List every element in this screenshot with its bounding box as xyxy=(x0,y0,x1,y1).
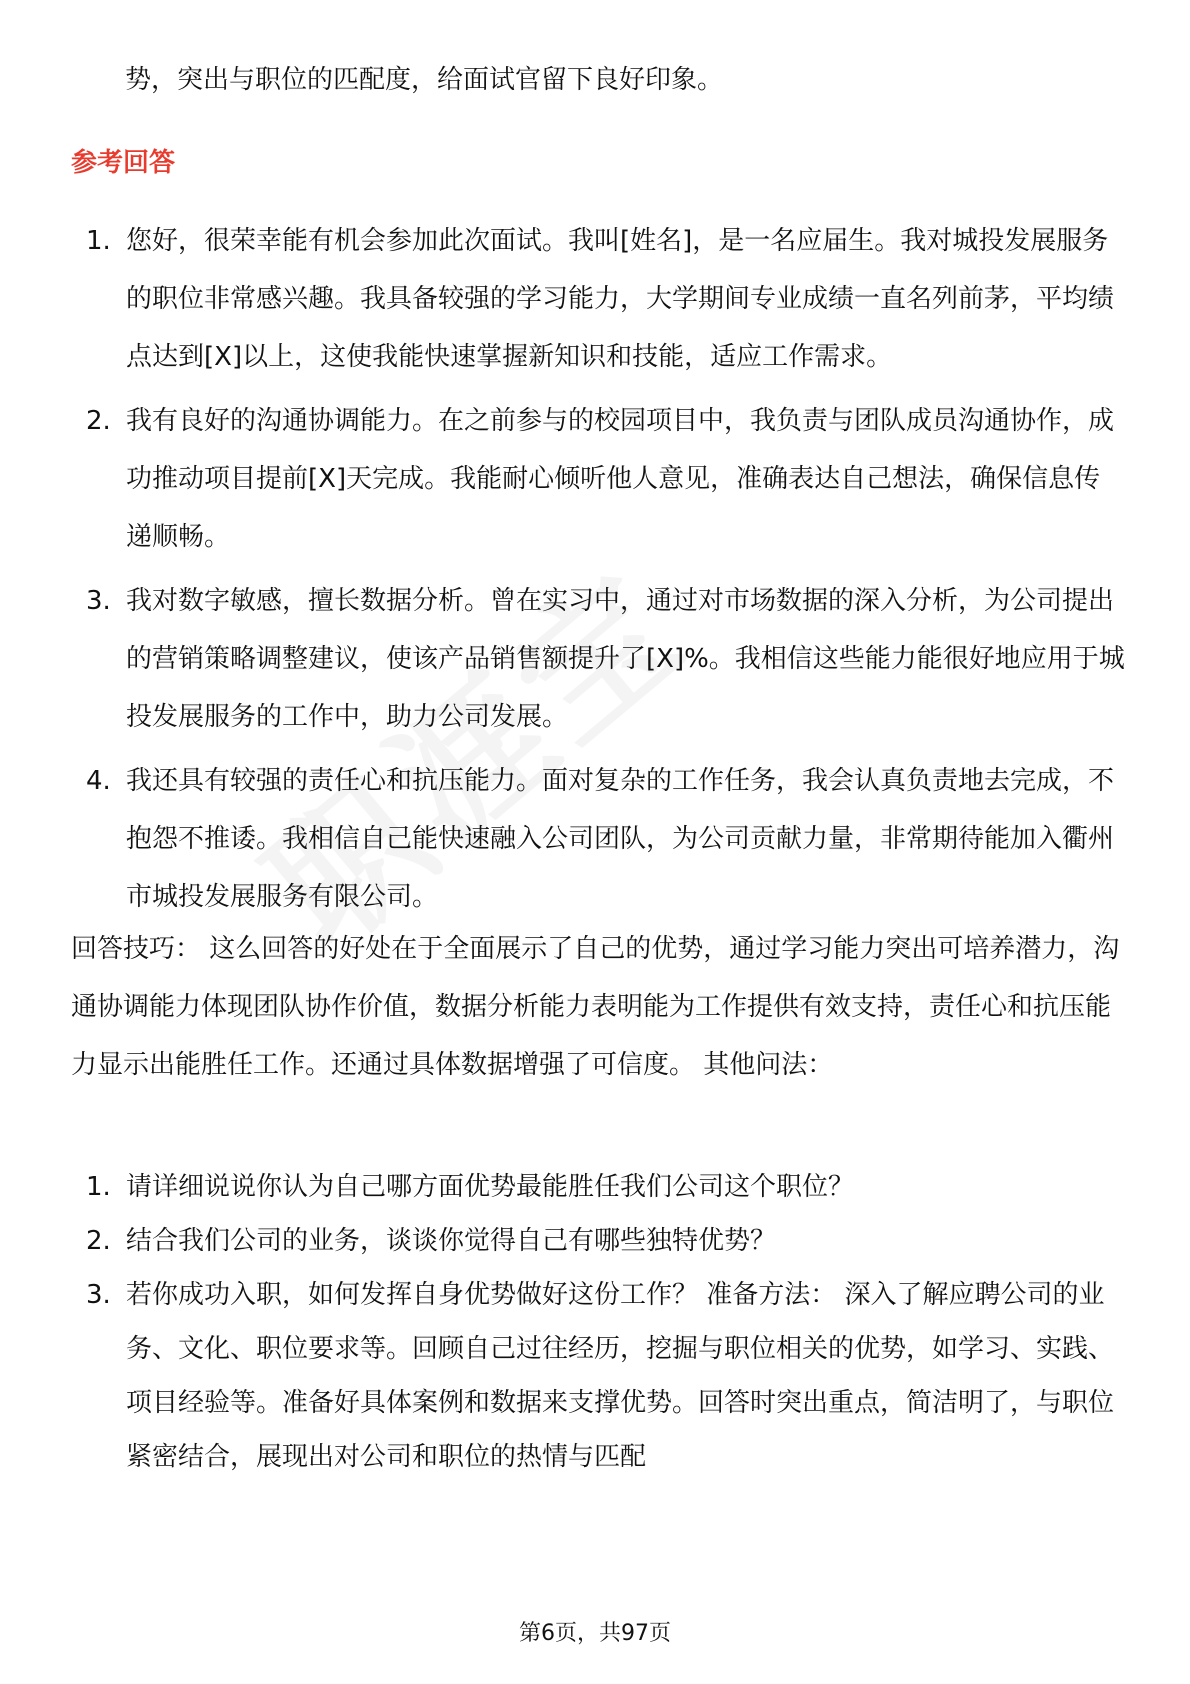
question-item xyxy=(86,1268,1126,1484)
list-number: 1. xyxy=(86,1172,111,1202)
continuation-paragraph: 势，突出与职位的匹配度，给面试官留下良好印象。 xyxy=(125,65,724,95)
list-number: 2. xyxy=(86,406,111,436)
list-number: 4. xyxy=(86,766,111,796)
list-number: 1. xyxy=(86,226,111,256)
answer-item xyxy=(86,572,1126,746)
answer-text: 您好，很荣幸能有机会参加此次面试。我叫[姓名]，是一名应届生。我对城投发展服务的职位非常感兴趣。我具备较强的学习能力，大学期间专业成绩一直名列前茅，平均绩点达到[X]以上，这使我能快速掌握新知识和技能，适应工作需求。 xyxy=(126,226,1115,372)
answer-text: 我对数字敏感，擅长数据分析。曾在实习中，通过对市场数据的深入分析，为公司提出的营销策略调整建议，使该产品销售额提升了[X]%。我相信这些能力能很好地应用于城投发展服务的工作中，助力公司发展。 xyxy=(126,586,1125,732)
answer-list xyxy=(86,212,1126,932)
question-item xyxy=(86,1160,1126,1214)
answer-text: 我还具有较强的责任心和抗压能力。面对复杂的工作任务，我会认真负责地去完成，不抱怨不推诿。我相信自己能快速融入公司团队，为公司贡献力量，非常期待能加入衢州市城投发展服务有限公司。 xyxy=(126,766,1115,912)
question-text: 请详细说说你认为自己哪方面优势最能胜任我们公司这个职位？ xyxy=(126,1172,855,1202)
answer-item xyxy=(86,212,1126,386)
list-number: 3. xyxy=(86,586,111,616)
question-text: 结合我们公司的业务，谈谈你觉得自己有哪些独特优势？ xyxy=(126,1226,777,1256)
list-number: 2. xyxy=(86,1226,111,1256)
question-item xyxy=(86,1214,1126,1268)
alternative-questions-list xyxy=(86,1160,1126,1484)
answer-text: 我有良好的沟通协调能力。在之前参与的校园项目中，我负责与团队成员沟通协作，成功推动项目提前[X]天完成。我能耐心倾听他人意见，准确表达自己想法，确保信息传递顺畅。 xyxy=(126,406,1115,552)
answer-item xyxy=(86,752,1126,926)
question-text: 若你成功入职，如何发挥自身优势做好这份工作？ 准备方法： 深入了解应聘公司的业务、文化、职位要求等。回顾自己过往经历，挖掘与职位相关的优势，如学习、实践、项目经验等。准备好具体案例和数据来支撑优势。回答时突出重点，简洁明了，与职位紧密结合，展现出对公司和职位的热情与匹配 xyxy=(126,1280,1115,1472)
page-footer: 第6页，共97页 xyxy=(519,1621,671,1646)
section-heading-reference-answer: 参考回答 xyxy=(71,148,176,178)
answer-tips-paragraph: 回答技巧： 这么回答的好处在于全面展示了自己的优势，通过学习能力突出可培养潜力，沟通协调能力体现团队协作价值，数据分析能力表明能为工作提供有效支持，责任心和抗压能力显示出能胜任工作。还通过具体数据增强了可信度。 其他问法： xyxy=(71,934,1120,1080)
list-number: 3. xyxy=(86,1280,111,1310)
answer-item xyxy=(86,392,1126,566)
